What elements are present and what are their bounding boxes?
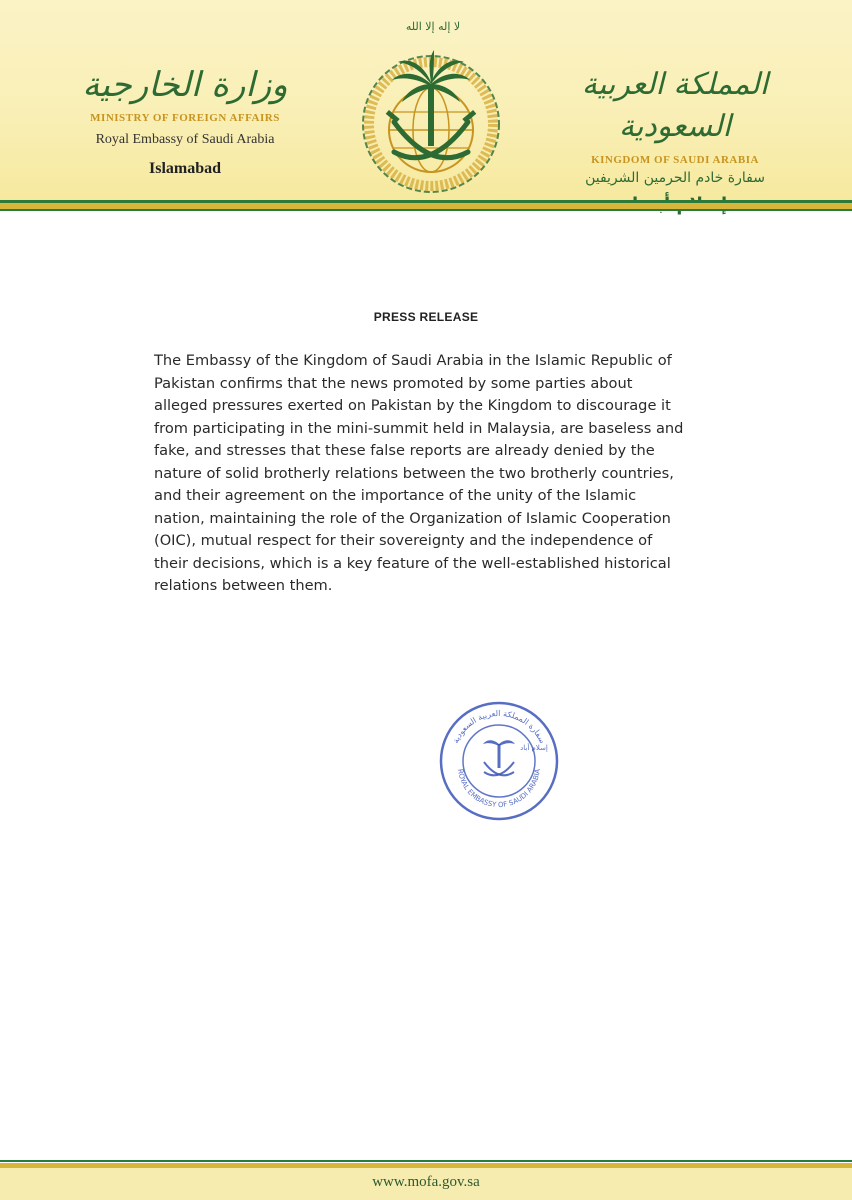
body-line: nation, maintaining the role of the Organization of Islamic Cooperation <box>154 509 671 527</box>
body-line: their decisions, which is a key feature of the well-established historical <box>154 554 671 572</box>
body-line: nature of solid brotherly relations between the two brotherly countries, <box>154 464 674 482</box>
ministry-arabic-title: وزارة الخارجية <box>82 65 288 105</box>
body-line: fake, and stresses that these false reports are already denied by the <box>154 442 655 459</box>
press-release-body <box>154 350 754 598</box>
saudi-emblem-icon <box>356 22 506 194</box>
letterhead-footer <box>0 1168 852 1200</box>
stamp-arabic-text: سفارة المملكة العربية السعودية <box>450 708 547 745</box>
kingdom-english-title: KINGDOM OF SAUDI ARABIA <box>591 154 759 166</box>
embassy-arabic-name: سفارة خادم الحرمين الشريفين <box>585 170 765 186</box>
footer-website-link[interactable]: www.mofa.gov.sa <box>372 1174 480 1190</box>
body-line: (OIC), mutual respect for their sovereignty and the independence of <box>154 532 653 549</box>
kingdom-arabic-title: المملكة العربية السعودية <box>581 67 769 144</box>
stamp-english-text: ROYAL EMBASSY OF SAUDI ARABIA <box>456 768 542 810</box>
emblem-script: لا إله إلا الله <box>405 20 461 33</box>
body-line: from participating in the mini-summit held in Malaysia, are baseless and <box>154 419 684 437</box>
header-divider-bottom <box>0 209 852 211</box>
kingdom-block <box>545 64 805 215</box>
letterhead-header <box>0 0 852 204</box>
ministry-block <box>60 64 310 178</box>
body-line: and their agreement on the importance of the unity of the Islamic <box>154 487 637 504</box>
footer-divider <box>0 1160 852 1162</box>
body-line: alleged pressures exerted on Pakistan by the Kingdom to discourage it <box>154 397 671 414</box>
city-english: Islamabad <box>148 160 222 177</box>
ministry-english-title: MINISTRY OF FOREIGN AFFAIRS <box>90 112 280 124</box>
embassy-stamp-icon <box>438 700 560 822</box>
body-line: relations between them. <box>154 577 333 594</box>
embassy-english-name: Royal Embassy of Saudi Arabia <box>95 132 275 147</box>
body-line: Pakistan confirms that the news promoted by some parties about <box>154 374 633 392</box>
stamp-city-text: إسلام أباد <box>520 744 548 752</box>
document-title: PRESS RELEASE <box>373 310 479 324</box>
body-line: The Embassy of the Kingdom of Saudi Arabia in the Islamic Republic of <box>154 352 672 369</box>
